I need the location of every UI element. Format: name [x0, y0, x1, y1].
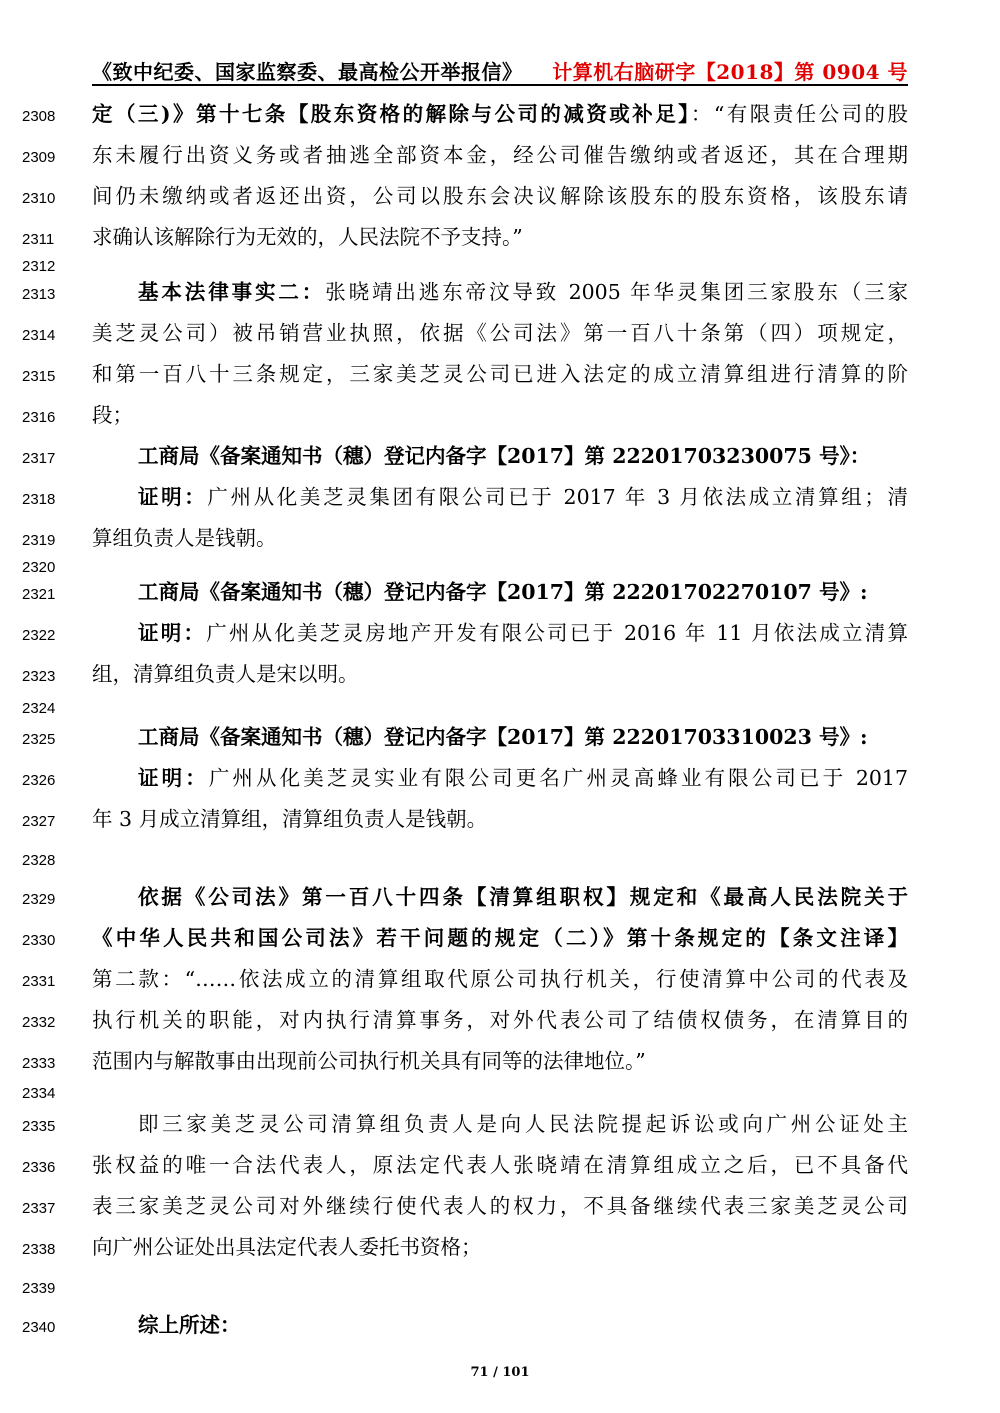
line-number: 2339: [22, 1280, 56, 1297]
fact-heading: 基本法律事实二：: [138, 280, 326, 304]
line-number: 2330: [22, 932, 56, 949]
text-line: [92, 282, 908, 303]
fact-text: 张晓靖出逃东帝汶导致 2005 年华灵集团三家股东（三家: [325, 280, 909, 304]
text-line: [92, 487, 908, 508]
proof-label: 证明：: [138, 766, 209, 790]
text-line: 求确认该解除行为无效的，人民法院不予支持。”: [92, 225, 523, 249]
text-line: 范围内与解散事由出现前公司执行机关具有同等的法律地位。”: [92, 1049, 646, 1073]
line-number: 2334: [22, 1085, 56, 1102]
page-number: 71 / 101: [470, 1365, 530, 1380]
line-number: 2314: [22, 327, 56, 344]
line-number: 2318: [22, 491, 56, 508]
text-line: 组，清算组负责人是宋以明。: [92, 662, 359, 686]
text-line: [92, 623, 908, 644]
line-number: 2313: [22, 286, 56, 303]
text-line: 美芝灵公司）被吊销营业执照，依据《公司法》第一百八十条第（四）项规定，: [92, 321, 908, 345]
proof-text: 广州从化美芝灵集团有限公司已于 2017 年 3 月依法成立清算组；清: [207, 485, 909, 509]
line-number: 2320: [22, 559, 56, 576]
header-divider: [92, 84, 908, 86]
proof-label: 证明：: [138, 621, 207, 645]
text-line: 算组负责人是钱朝。: [92, 526, 277, 550]
line-number: 2311: [22, 231, 55, 248]
line-number: 2310: [22, 190, 56, 207]
line-number: 2321: [22, 586, 56, 603]
line-number: 2325: [22, 731, 56, 748]
line-number: 2316: [22, 409, 56, 426]
line-number: 2337: [22, 1200, 56, 1217]
proof-text: 广州从化美芝灵实业有限公司更名广州灵高蜂业有限公司已于 2017: [208, 766, 909, 790]
line-number: 2322: [22, 627, 56, 644]
summary-heading: 综上所述：: [138, 1313, 241, 1337]
line-number: 2323: [22, 668, 56, 685]
text-line: 向广州公证处出具法定代表人委托书资格；: [92, 1235, 482, 1259]
text-line: 第二款：“……依法成立的清算组取代原公司执行机关，行使清算中公司的代表及: [92, 967, 908, 991]
notice-heading: 工商局《备案通知书（穗）登记内备字【2017】第 22201702270107 号》:: [138, 580, 868, 604]
text-line: 张权益的唯一合法代表人，原法定代表人张晓靖在清算组成立之后，已不具备代: [92, 1153, 908, 1177]
text-line: 执行机关的职能，对内执行清算事务，对外代表公司了结债权债务，在清算目的: [92, 1008, 908, 1032]
text-line: 东未履行出资义务或者抽逃全部资本金，经公司催告缴纳或者返还，其在合理期: [92, 143, 908, 167]
line-number: 2317: [22, 450, 56, 467]
text-line: 依据《公司法》第一百八十四条【清算组职权】规定和《最高人民法院关于: [138, 885, 908, 909]
line-number: 2336: [22, 1159, 56, 1176]
line-number: 2326: [22, 772, 56, 789]
text-line: 即三家美芝灵公司清算组负责人是向人民法院提起诉讼或向广州公证处主: [138, 1112, 908, 1136]
line-number: 2309: [22, 149, 56, 166]
proof-text: 广州从化美芝灵房地产开发有限公司已于 2016 年 11 月依法成立清算: [206, 621, 909, 645]
text-line: 间仍未缴纳或者返还出资，公司以股东会决议解除该股东的股东资格，该股东请: [92, 184, 908, 208]
header-title: 《致中纪委、国家监察委、最高检公开举报信》: [92, 60, 523, 84]
article-title: 定（三)》第十七条【股东资格的解除与公司的减资或补足】: [92, 102, 691, 126]
text-line: [92, 104, 908, 125]
text-line: 段；: [92, 403, 133, 427]
line-number: 2319: [22, 532, 56, 549]
line-number: 2328: [22, 852, 56, 869]
text-line: 年 3 月成立清算组，清算组负责人是钱朝。: [92, 807, 488, 831]
line-number: 2340: [22, 1319, 56, 1336]
text-line: 和第一百八十三条规定，三家美芝灵公司已进入法定的成立清算组进行清算的阶: [92, 362, 908, 386]
line-number: 2329: [22, 891, 56, 908]
line-number: 2333: [22, 1055, 56, 1072]
line-number: 2308: [22, 108, 56, 125]
quote-text: ：“有限责任公司的股: [690, 102, 908, 126]
line-number: 2331: [22, 973, 56, 990]
line-number: 2338: [22, 1241, 56, 1258]
line-number: 2332: [22, 1014, 56, 1031]
text-line: [92, 768, 908, 789]
line-number: 2335: [22, 1118, 56, 1135]
text-line: 《中华人民共和国公司法》若干问题的规定（二）》第十条规定的【条文注译】: [92, 926, 908, 950]
notice-heading: 工商局《备案通知书（穗）登记内备字【2017】第 22201703310023 号》:: [138, 725, 868, 749]
proof-label: 证明：: [138, 485, 208, 509]
text-line: 表三家美芝灵公司对外继续行使代表人的权力，不具备继续代表三家美芝灵公司: [92, 1194, 908, 1218]
line-number: 2312: [22, 258, 56, 275]
notice-heading: 工商局《备案通知书（穗）登记内备字【2017】第 22201703230075 号》：: [138, 444, 871, 468]
line-number: 2327: [22, 813, 56, 830]
line-number: 2324: [22, 700, 56, 717]
line-number: 2315: [22, 368, 56, 385]
header-document-number: 计算机右脑研字【2018】第 0904 号: [552, 60, 908, 84]
